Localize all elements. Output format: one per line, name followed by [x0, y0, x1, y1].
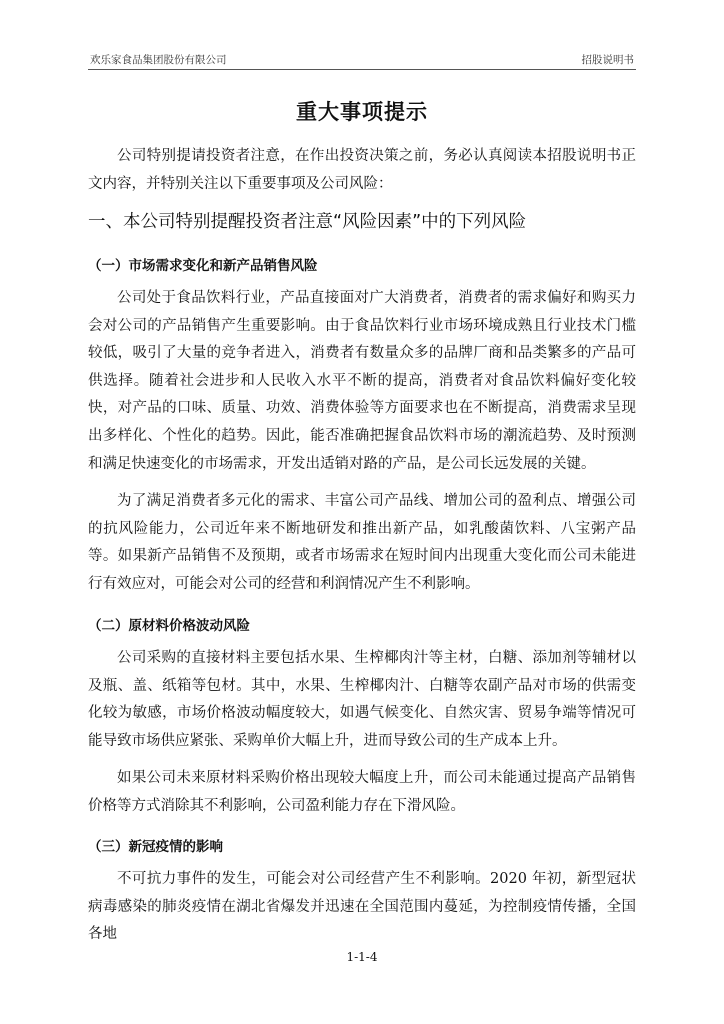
subsection-3-heading-block [88, 835, 636, 855]
section-1-heading: 一、本公司特别提醒投资者注意“风险因素”中的下列风险 [88, 212, 527, 232]
subsection-3-heading: （三）新冠疫情的影响 [88, 839, 223, 855]
subsection-2-paragraph-2: 如果公司未来原材料采购价格出现较大幅度上升，而公司未能通过提高产品销售价格等方式消除其不利影响，公司盈利能力存在下滑风险。 [88, 770, 636, 814]
subsection-2-paragraph-1-block [88, 645, 636, 755]
page-header [88, 50, 636, 68]
intro-text: 公司特别提请投资者注意，在作出投资决策之前，务必认真阅读本招股说明书正文内容，并特别关注以下重要事项及公司风险： [88, 148, 636, 192]
subsection-2-paragraph-1: 公司采购的直接材料主要包括水果、生榨椰肉汁等主材，白糖、添加剂等辅材以及瓶、盖、纸箱等包材。其中，水果、生榨椰肉汁、白糖等农副产品对市场的供需变化较为敏感，市场价格波动幅度较大，如遇气候变化、自然灾害、贸易争端等情况可能导致市场供应紧张、采购单价大幅上升，进而导致公司的生产成本上升。 [88, 650, 636, 749]
subsection-2-paragraph-2-block [88, 765, 636, 820]
subsection-1-heading-block [88, 254, 636, 274]
header-divider [88, 69, 636, 70]
page-title: 重大事项提示 [296, 100, 428, 124]
subsection-1-paragraph-1: 公司处于食品饮料行业，产品直接面对广大消费者，消费者的需求偏好和购买力会对公司的产品销售产生重要影响。由于食品饮料行业市场环境成熟且行业技术门槛较低，吸引了大量的竞争者进入，消费者有数量众多的品牌厂商和品类繁多的产品可供选择。随着社会进步和人民收入水平不断的提高，消费者对食品饮料偏好变化较快，对产品的口味、质量、功效、消费体验等方面要求也在不断提高，消费需求呈现出多样化、个性化的趋势。因此，能否准确把握食品饮料市场的潮流趋势、及时预测和满足快速变化的市场需求，开发出适销对路的产品，是公司长远发展的关键。 [88, 290, 636, 472]
subsection-1-paragraph-1-block [88, 285, 636, 478]
intro-paragraph [88, 143, 636, 198]
page-number: 1-1-4 [346, 950, 378, 964]
subsection-1-paragraph-2: 为了满足消费者多元化的需求、丰富公司产品线、增加公司的盈利点、增强公司的抗风险能力，公司近年来不断地研发和推出新产品，如乳酸菌饮料、八宝粥产品等。如果新产品销售不及预期，或者市场需求在短时间内出现重大变化而公司未能进行有效应对，可能会对公司的经营和利润情况产生不利影响。 [88, 493, 636, 592]
section-1-heading-block [88, 208, 636, 233]
subsection-3-paragraph-1-block [88, 866, 636, 949]
header-company-name: 欢乐家食品集团股份有限公司 [90, 54, 227, 66]
subsection-3-paragraph-1: 不可抗力事件的发生，可能会对公司经营产生不利影响。2020 年初，新型冠状病毒感染的肺炎疫情在湖北省爆发并迅速在全国范围内蔓延，为控制疫情传播，全国各地 [88, 871, 636, 943]
subsection-2-heading: （二）原材料价格波动风险 [88, 618, 250, 634]
subsection-1-paragraph-2-block [88, 488, 636, 598]
subsection-1-heading: （一）市场需求变化和新产品销售风险 [88, 258, 318, 274]
header-document-type: 招股说明书 [581, 54, 634, 66]
subsection-2-heading-block [88, 614, 636, 634]
